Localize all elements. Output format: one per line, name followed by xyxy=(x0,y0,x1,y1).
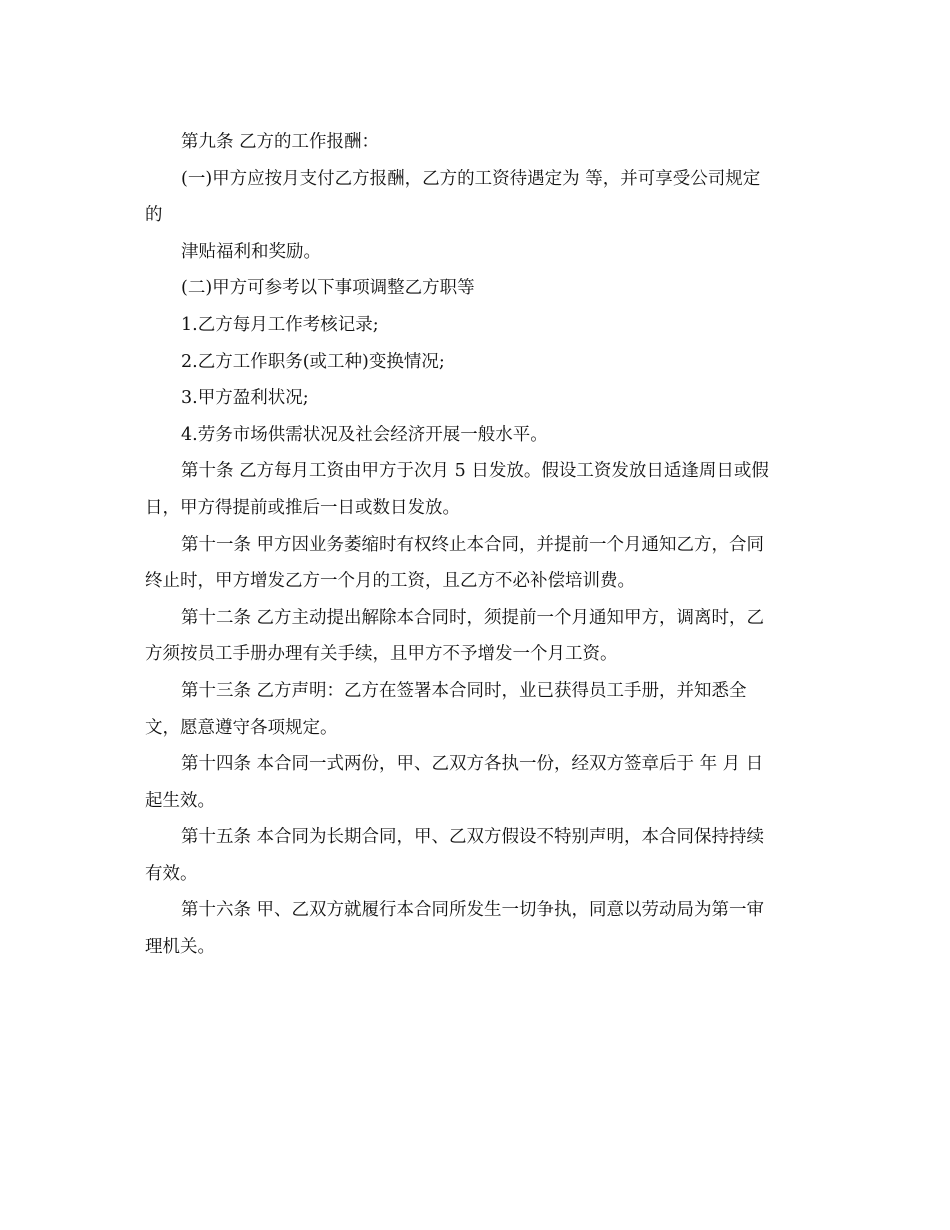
article-9-item-1: 1.乙方每月工作考核记录; xyxy=(181,314,379,335)
article-9-clause-1-line-2: 的 xyxy=(145,205,163,226)
article-9-item-2: 2.乙方工作职务(或工种)变换情况; xyxy=(181,351,445,372)
article-15-line-2: 有效。 xyxy=(145,863,198,884)
article-14-line-1: 第十四条 本合同一式两份，甲、乙双方各执一份，经双方签章后于 年 月 日 xyxy=(181,754,764,775)
document-body xyxy=(145,124,805,966)
article-13-line-2: 文，愿意遵守各项规定。 xyxy=(145,717,338,738)
article-15-line-1: 第十五条 本合同为长期合同，甲、乙双方假设不特别声明，本合同保持持续 xyxy=(181,827,765,848)
article-9-heading: 第九条 乙方的工作报酬： xyxy=(181,132,380,152)
article-14-line-2: 起生效。 xyxy=(145,790,215,811)
article-16-line-2: 理机关。 xyxy=(145,937,215,958)
article-12-line-2: 方须按员工手册办理有关手续，且甲方不予增发一个月工资。 xyxy=(145,644,618,665)
article-16-line-1: 第十六条 甲、乙双方就履行本合同所发生一切争执，同意以劳动局为第一审 xyxy=(181,900,765,921)
article-11-line-1: 第十一条 甲方因业务萎缩时有权终止本合同，并提前一个月通知乙方，合同 xyxy=(181,534,765,555)
article-13-line-1: 第十三条 乙方声明：乙方在签署本合同时，业已获得员工手册，并知悉全 xyxy=(181,680,747,701)
article-9-clause-1-line-3: 津贴福利和奖励。 xyxy=(181,241,321,262)
article-9-item-3: 3.甲方盈利状况; xyxy=(181,388,309,409)
article-12-line-1: 第十二条 乙方主动提出解除本合同时，须提前一个月通知甲方，调离时，乙 xyxy=(181,607,765,628)
article-11-line-2: 终止时，甲方增发乙方一个月的工资，且乙方不必补偿培训费。 xyxy=(145,571,635,592)
article-9-clause-2: (二)甲方可参考以下事项调整乙方职等 xyxy=(181,278,475,299)
article-10-line-1: 第十条 乙方每月工资由甲方于次月 5 日发放。假设工资发放日适逢周日或假 xyxy=(181,461,769,482)
article-9-item-4: 4.劳务市场供需状况及社会经济开展一般水平。 xyxy=(181,424,548,445)
article-9-clause-1-line-1: (一)甲方应按月支付乙方报酬，乙方的工资待遇定为 等，并可享受公司规定 xyxy=(181,168,761,189)
article-10-line-2: 日，甲方得提前或推后一日或数日发放。 xyxy=(145,497,460,518)
